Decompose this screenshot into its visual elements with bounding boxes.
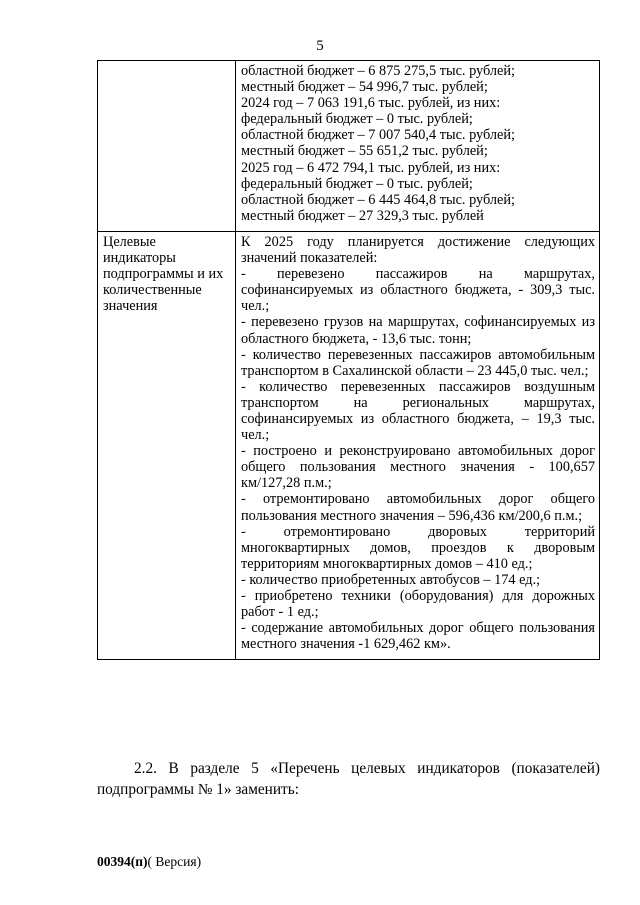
indicator-paragraph: - приобретено техники (оборудования) для дорожных работ - 1 ед.; xyxy=(241,588,595,621)
section-change-paragraph: 2.2. В разделе 5 «Перечень целевых индикаторов (показателей) подпрограммы № 1» заменить: xyxy=(97,760,600,798)
indicator-paragraph: - построено и реконструировано автомобильных дорог общего пользования местного значения - 100,657 км/127,28 п.м.; xyxy=(241,443,595,492)
indicator-paragraph: - количество приобретенных автобусов – 174 ед.; xyxy=(241,571,541,588)
budget-line: областной бюджет – 6 875 275,5 тыс. рублей; xyxy=(241,63,516,79)
budget-label-cell xyxy=(98,61,236,232)
budget-line: федеральный бюджет – 0 тыс. рублей; xyxy=(241,175,473,192)
budget-line: областной бюджет – 7 007 540,4 тыс. рублей; xyxy=(241,127,516,144)
budget-line: 2025 год – 6 472 794,1 тыс. рублей, из них: xyxy=(241,159,501,176)
indicator-paragraph: К 2025 году планируется достижение следующих значений показателей: xyxy=(241,233,595,267)
version-label: ( Версия) xyxy=(147,854,202,869)
version-code: 00394(п) xyxy=(97,854,148,869)
table-row-budget xyxy=(98,61,600,232)
indicator-paragraph: - количество перевезенных пассажиров воздушным транспортом на региональных маршрутах, софинансируемых из областного бюджета, – 19,3 тыс. чел.; xyxy=(241,378,595,444)
budget-line: местный бюджет – 27 329,3 тыс. рублей xyxy=(241,207,484,224)
indicators-value-cell xyxy=(236,231,600,659)
indicator-paragraph: - содержание автомобильных дорог общего пользования местного значения -1 629,462 км». xyxy=(241,620,595,653)
budget-line: 2024 год – 7 063 191,6 тыс. рублей, из них: xyxy=(241,95,501,112)
budget-line: федеральный бюджет – 0 тыс. рублей; xyxy=(241,111,473,128)
indicator-paragraph: - количество перевезенных пассажиров автомобильным транспортом в Сахалинской области – 23 445,0 тыс. чел.; xyxy=(241,346,595,379)
budget-line: местный бюджет – 55 651,2 тыс. рублей; xyxy=(241,143,488,160)
indicator-paragraph: - перевезено пассажиров на маршрутах, софинансируемых из областного бюджета, - 309,3 тыс. чел.; xyxy=(241,266,595,315)
indicator-paragraph: - отремонтировано автомобильных дорог общего пользования местного значения – 596,436 км/200,6 п.м.; xyxy=(241,491,595,524)
indicators-label-cell xyxy=(98,231,236,659)
table-row-indicators xyxy=(98,231,600,659)
budget-line: областной бюджет – 6 445 464,8 тыс. рублей; xyxy=(241,191,516,208)
page-number: 5 xyxy=(316,38,324,54)
indicator-paragraph: - отремонтировано дворовых территорий многоквартирных домов, проездов к дворовым территориям многоквартирных домов – 410 ед.; xyxy=(241,523,595,572)
budget-line: местный бюджет – 54 996,7 тыс. рублей; xyxy=(241,79,488,96)
indicator-paragraph: - перевезено грузов на маршрутах, софинансируемых из областного бюджета, - 13,6 тыс. тонн; xyxy=(241,314,595,347)
budget-value-cell xyxy=(236,61,600,232)
indicators-label: Целевые индикаторы подпрограммы и их количественные значения xyxy=(103,233,224,315)
program-passport-table xyxy=(97,60,600,660)
version-footer xyxy=(97,854,201,870)
